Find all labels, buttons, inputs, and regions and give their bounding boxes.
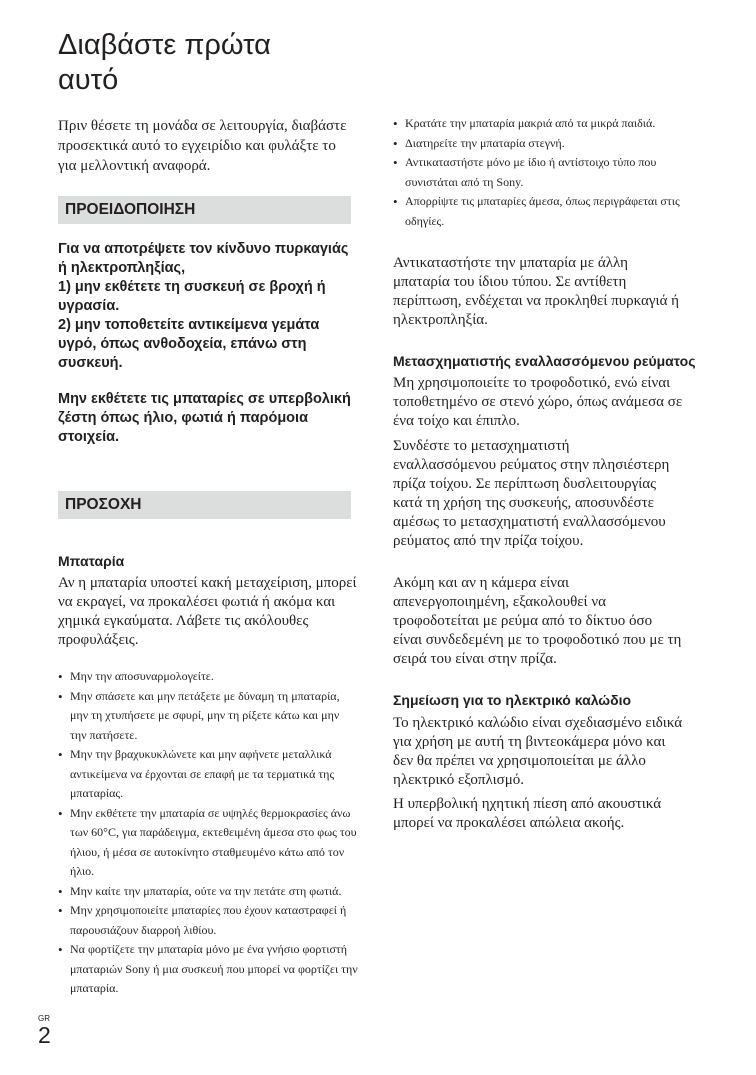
list-item: • Διατηρείτε την μπαταρία στεγνή.: [393, 134, 693, 154]
warning-line-3: 2) μην τοποθετείτε αντικείμενα γεμάτα υγρό, όπως ανθοδοχεία, επάνω στη συσκευή.: [58, 317, 320, 371]
warning-line-2: 1) μην εκθέτετε τη συσκευή σε βροχή ή υγρασία.: [58, 279, 326, 314]
battery-paragraph: Αν η μπαταρία υποστεί κακή μεταχείριση, μπορεί να εκραγεί, να προκαλέσει φωτιά ή ακόμα και χημικά εγκαύματα. Λάβετε τις ακόλουθες προφυλάξεις.: [58, 575, 357, 648]
language-code: GR: [38, 1014, 50, 1023]
intro-paragraph: Πριν θέσετε τη μονάδα σε λειτουργία, διαβάστε προσεκτικά αυτό το εγχειρίδιο και φυλάξτε το για μελλοντική αναφορά.: [58, 118, 347, 174]
battery-heading: Μπαταρία: [58, 553, 125, 569]
adapter-heading: Μετασχηματιστής εναλλασσόμενου ρεύματος: [393, 353, 696, 369]
list-item: • Μην εκθέτετε την μπαταρία σε υψηλές θερμοκρασίες άνω των 60°C, για παράδειγμα, εκτεθειμένη άμεσα στο φως του ήλιου, ή μέσα σε αυτοκίνητο σταθμευμένο κάτω από τον ήλιο.: [58, 804, 358, 882]
page-title-line-1: Διαβάστε πρώτα: [58, 29, 271, 61]
battery-heat-warning: Μην εκθέτετε τις μπαταρίες σε υπερβολική ζέστη όπως ήλιο, φωτιά ή παρόμοια στοιχεία.: [58, 391, 351, 445]
list-item: • Μην σπάσετε και μην πετάξετε με δύναμη τη μπαταρία, μην τη χτυπήσετε με σφυρί, μην τη ρίξετε κάτω και μην την πατήσετε.: [58, 687, 358, 746]
adapter-paragraph-3: Ακόμη και αν η κάμερα είναι απενεργοποιημένη, εξακολουθεί να τροφοδοτείται με ρεύμα από το δίκτυο όσο είναι συνδεδεμένη με το τροφοδοτικό που με τη σειρά του είναι στην πρίζα.: [393, 575, 682, 667]
list-item: • Να φορτίζετε την μπαταρία μόνο με ένα γνήσιο φορτιστή μπαταριών Sony ή μια συσκευή που μπορεί να φορτίζει την μπαταρία.: [58, 940, 358, 999]
list-item: • Μην χρησιμοποιείτε μπαταρίες που έχουν καταστραφεί ή παρουσιάζουν διαρροή λιθίου.: [58, 901, 358, 940]
adapter-paragraph-2: Συνδέστε το μετασχηματιστή εναλλασσόμενου ρεύματος στην πλησιέστερη πρίζα τοίχου. Σε περίπτωση δυσλειτουργίας κατά τη χρήση της συσκευής, αποσυνδέστε αμέσως το μετασχηματιστή εναλλασσόμενου ρεύματος από την πρίζα τοίχου.: [393, 438, 670, 549]
list-item: • Μην την βραχυκυκλώνετε και μην αφήνετε μεταλλικά αντικείμενα να έρχονται σε επαφή με τα τερματικά της μπαταρίας.: [58, 745, 358, 804]
battery-bullet-list-continued: [393, 114, 693, 231]
caution-heading: ΠΡΟΣΟΧΗ: [58, 491, 351, 519]
warning-line-1: Για να αποτρέψετε τον κίνδυνο πυρκαγιάς ή ηλεκτροπληξίας,: [58, 241, 349, 276]
list-item: • Μην την αποσυναρμολογείτε.: [58, 667, 358, 687]
page-title-line-2: αυτό: [58, 64, 119, 96]
hearing-warning-paragraph: Η υπερβολική ηχητική πίεση από ακουστικά μπορεί να προκαλέσει απώλεια ακοής.: [393, 796, 662, 831]
warning-text: [58, 240, 358, 373]
power-cord-paragraph-1: Το ηλεκτρικό καλώδιο είναι σχεδιασμένο ειδικά για χρήση με αυτή τη βιντεοκάμερα μόνο και δεν θα πρέπει να χρησιμοποιείται με άλλο ηλεκτρικό εξοπλισμό.: [393, 715, 683, 788]
battery-replace-paragraph: Αντικαταστήστε την μπαταρία με άλλη μπαταρία του ίδιου τύπου. Σε αντίθετη περίπτωση, ενδέχεται να προκληθεί πυρκαγιά ή ηλεκτροπληξία.: [393, 255, 680, 328]
list-item: • Κρατάτε την μπαταρία μακριά από τα μικρά παιδιά.: [393, 114, 693, 134]
power-cord-heading: Σημείωση για το ηλεκτρικό καλώδιο: [393, 692, 632, 708]
warning-heading: ΠΡΟΕΙΔΟΠΟΙΗΣΗ: [58, 196, 351, 224]
list-item: • Αντικαταστήστε μόνο με ίδιο ή αντίστοιχο τύπο που συνιστάται από τη Sony.: [393, 153, 693, 192]
list-item: • Μην καίτε την μπαταρία, ούτε να την πετάτε στη φωτιά.: [58, 882, 358, 902]
list-item: • Απορρίψτε τις μπαταρίες άμεσα, όπως περιγράφεται στις οδηγίες.: [393, 192, 693, 231]
page-number: 2: [38, 1022, 51, 1048]
battery-bullet-list: [58, 667, 358, 999]
adapter-paragraph-1: Μη χρησιμοποιείτε το τροφοδοτικό, ενώ είναι τοποθετημένο σε στενό χώρο, όπως ανάμεσα σε ένα τοίχο και έπιπλο.: [393, 375, 683, 429]
page-title: [58, 28, 358, 98]
